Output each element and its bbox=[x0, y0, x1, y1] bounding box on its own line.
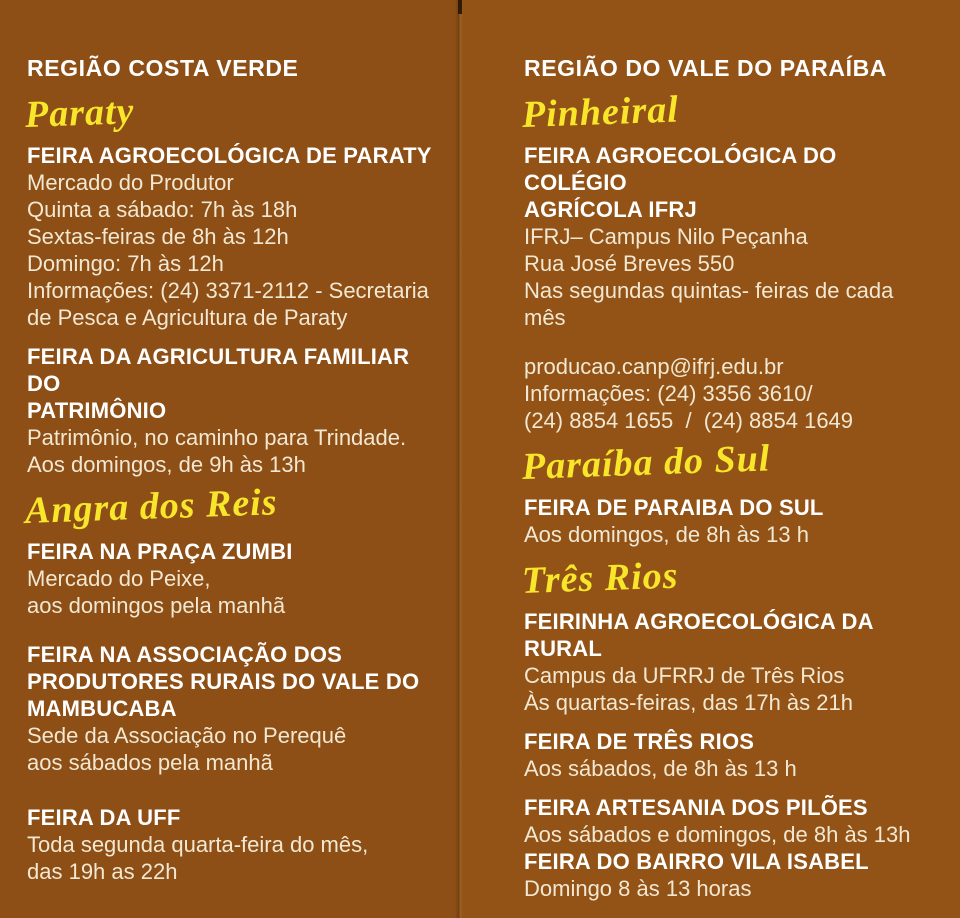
fair-title: FEIRINHA AGROECOLÓGICA DA RURAL bbox=[524, 609, 880, 661]
fair-block bbox=[524, 608, 936, 716]
fair-title: FEIRA DA AGRICULTURA FAMILIAR DO bbox=[27, 344, 416, 396]
center-fold-line bbox=[455, 0, 463, 918]
fair-title: FEIRA DE PARAIBA DO SUL bbox=[524, 495, 824, 520]
fair-line: Patrimônio, no caminho para Trindade. bbox=[27, 425, 407, 450]
fair-line: Aos sábados, de 8h às 13 h bbox=[524, 756, 797, 781]
fair-line: Mercado do Produtor bbox=[27, 170, 234, 195]
city-section-pinheiral bbox=[521, 88, 936, 434]
city-section-tres-rios bbox=[521, 554, 936, 902]
fair-line: das 19h as 22h bbox=[27, 859, 178, 884]
city-name: Paraíba do Sul bbox=[521, 437, 771, 488]
fair-block bbox=[524, 494, 936, 548]
fair-line: Informações: (24) 3356 3610/ bbox=[524, 381, 813, 406]
fair-block bbox=[524, 142, 936, 331]
city-name: Três Rios bbox=[521, 554, 680, 602]
fair-line: Toda segunda quarta-feira do mês, bbox=[27, 832, 369, 857]
fair-block bbox=[27, 142, 435, 331]
fair-line: Domingo 8 às 13 horas bbox=[524, 876, 752, 901]
fair-line: aos sábados pela manhã bbox=[27, 750, 273, 775]
fair-line: Nas segundas quintas- feiras de cada mês bbox=[524, 278, 900, 330]
fair-title: AGRÍCOLA IFRJ bbox=[524, 197, 697, 222]
fair-line: Às quartas-feiras, das 17h às 21h bbox=[524, 690, 853, 715]
fair-contact-block bbox=[524, 353, 936, 434]
fair-line: Sextas-feiras de 8h às 12h bbox=[27, 224, 289, 249]
fair-block bbox=[524, 848, 936, 902]
fair-line: Quinta a sábado: 7h às 18h bbox=[27, 197, 298, 222]
fair-title: FEIRA DO BAIRRO VILA ISABEL bbox=[524, 849, 869, 874]
fair-line: de Pesca e Agricultura de Paraty bbox=[27, 305, 348, 330]
fold-top-tick bbox=[458, 0, 462, 14]
region-title: REGIÃO DO VALE DO PARAÍBA bbox=[524, 55, 887, 81]
column-vale-do-paraiba bbox=[521, 55, 936, 902]
city-name: Pinheiral bbox=[521, 88, 680, 136]
fair-title: FEIRA DA UFF bbox=[27, 805, 181, 830]
fair-title: PRODUTORES RURAIS DO VALE DO bbox=[27, 669, 420, 694]
fair-line: producao.canp@ifrj.edu.br bbox=[524, 354, 784, 379]
fair-title: FEIRA NA ASSOCIAÇÃO DOS bbox=[27, 642, 343, 667]
fair-line: IFRJ– Campus Nilo Peçanha bbox=[524, 224, 808, 249]
fair-line: Rua José Breves 550 bbox=[524, 251, 735, 276]
fair-title: FEIRA AGROECOLÓGICA DO COLÉGIO bbox=[524, 143, 843, 195]
city-section-paraty bbox=[24, 90, 435, 478]
fair-title: FEIRA ARTESANIA DOS PILÕES bbox=[524, 795, 868, 820]
city-section-angra-dos-reis bbox=[24, 481, 435, 885]
fair-line: Campus da UFRRJ de Três Rios bbox=[524, 663, 845, 688]
fair-line: aos domingos pela manhã bbox=[27, 593, 286, 618]
city-name: Paraty bbox=[24, 90, 136, 136]
fair-block bbox=[27, 641, 435, 776]
fair-line: Informações: (24) 3371-2112 - Secretaria bbox=[27, 278, 429, 303]
region-title: REGIÃO COSTA VERDE bbox=[27, 55, 299, 81]
fair-line: Aos domingos, de 8h às 13 h bbox=[524, 522, 809, 547]
fair-title: PATRIMÔNIO bbox=[27, 398, 167, 423]
fair-title: MAMBUCABA bbox=[27, 696, 177, 721]
fair-block bbox=[524, 728, 936, 782]
fair-line: Aos domingos, de 9h às 13h bbox=[27, 452, 306, 477]
fair-block bbox=[27, 343, 435, 478]
fair-block bbox=[27, 538, 435, 619]
fair-line: Aos sábados e domingos, de 8h às 13h bbox=[524, 822, 911, 847]
fair-line: (24) 8854 1655 / (24) 8854 1649 bbox=[524, 408, 854, 433]
fair-line: Mercado do Peixe, bbox=[27, 566, 211, 591]
fair-title: FEIRA NA PRAÇA ZUMBI bbox=[27, 539, 293, 564]
column-costa-verde bbox=[24, 55, 435, 885]
fair-line: Sede da Associação no Perequê bbox=[27, 723, 347, 748]
fair-title: FEIRA AGROECOLÓGICA DE PARATY bbox=[27, 143, 432, 168]
fair-title: FEIRA DE TRÊS RIOS bbox=[524, 729, 755, 754]
city-name: Angra dos Reis bbox=[24, 481, 279, 532]
fair-line: Domingo: 7h às 12h bbox=[27, 251, 224, 276]
city-section-paraiba-do-sul bbox=[521, 437, 936, 548]
fair-block bbox=[27, 804, 435, 885]
fair-block bbox=[524, 794, 936, 848]
